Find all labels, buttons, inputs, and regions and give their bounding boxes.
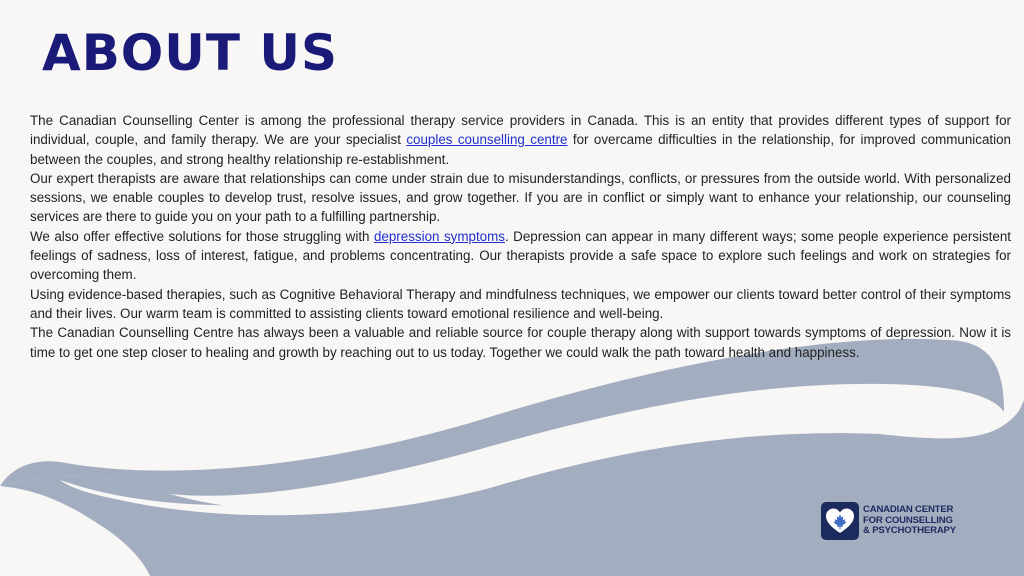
- logo-text: [863, 505, 956, 536]
- paragraph-2: Our expert therapists are aware that relationships can come under strain due to misunderstandings, conflicts, or pressures from the outside world. With personalized sessions, we enable couples to develop trust, resolve issues, and grow together. If you are in conflict or simply want to enhance your relationship, our counseling services are there to guide you on your path to a fulfilling partnership.: [30, 170, 1011, 225]
- paragraph-4: Using evidence-based therapies, such as Cognitive Behavioral Therapy and mindfulness techniques, we empower our clients toward better control of their symptoms and their lives. Our warm team is committed to assisting clients toward emotional resilience and well-being.: [30, 286, 1011, 321]
- paragraph-3: We also offer effective solutions for those struggling with depression symptoms. Depression can appear in many different ways; some people experience persistent feelings of sadness, loss of interest, fatigue, and problems concentrating. Our therapists provide a safe space to explore such feelings and work on strategies for overcoming them.: [30, 228, 1011, 283]
- logo-line-1: CANADIAN CENTER: [863, 504, 954, 516]
- couples-counselling-link[interactable]: couples counselling centre: [406, 132, 568, 148]
- company-logo: [821, 501, 961, 541]
- paragraph-5: The Canadian Counselling Centre has always been a valuable and reliable source for couple therapy along with support towards symptoms of depression. Now it is time to get one step closer to healing and growth by reaching out to us today. Together we could walk the path toward health and happiness.: [30, 325, 1011, 360]
- page-title: ABOUT US: [42, 24, 339, 82]
- logo-line-3: & PSYCHOTHERAPY: [863, 525, 956, 537]
- logo-line-2: FOR COUNSELLING: [863, 514, 953, 526]
- depression-symptoms-link[interactable]: depression symptoms: [373, 228, 505, 244]
- paragraph-1: The Canadian Counselling Center is among the professional therapy service providers in Canada. This is an entity that provides different types of support for individual, couple, and family therapy. We are your specialist couples counselling centre for overcame difficulties in the relationship, for improved communication between the couples, and strong healthy relationship re-establishment.: [30, 113, 1012, 167]
- about-body: [30, 111, 1011, 362]
- heart-maple-leaf-icon: [821, 502, 859, 540]
